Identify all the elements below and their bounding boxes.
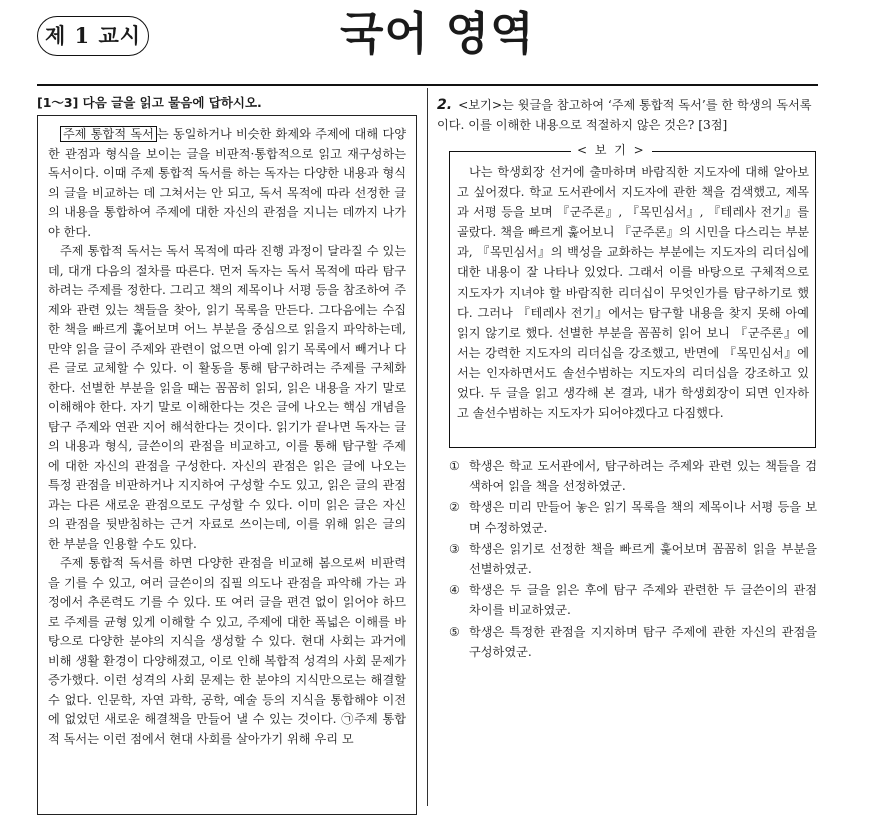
choice-text: 학생은 학교 도서관에서, 탐구하려는 주제와 관련 있는 책들을 검색하여 읽을 책을 선정하였군. [469,459,817,494]
header-rule [37,84,818,86]
choice-text: 학생은 두 글을 읽은 후에 탐구 주제와 관련한 두 글쓴이의 관점 차이를 비교하였군. [469,583,817,618]
passage-text [48,125,406,749]
answer-choice-4[interactable] [449,580,817,620]
answer-choices [449,456,817,663]
session-label: 제 1 교시 [37,16,149,56]
answer-choice-5[interactable] [449,622,817,662]
question-stem [437,95,817,135]
choice-text: 학생은 읽기로 선정한 책을 빠르게 훑어보며 꼼꼼히 읽을 부분을 선별하였군. [469,541,817,577]
choice-mark: ④ [449,583,460,598]
choice-mark: ③ [449,541,460,556]
question-number: 2. [437,97,453,113]
bogi-text: 나는 학생회장 선거에 출마하며 바람직한 지도자에 대해 알아보고 싶어졌다. 학교 도서관에서 지도자에 관한 책을 검색했고, 제목과 서평 등을 보며 『군주론』, 『목민심서』, 『테레사 전기』를 골랐다. 책을 빠르게 훑어보니 『군주론』의 시민을 다스리는 부분과, 『목민심서』의 백성을 교화하는 부분에는 지도자의 리더십에 대한 내용이 잘 나타나 있었다. 그래서 이를 바탕으로 구체적으로 지도자가 지녀야 할 바람직한 리더십이 무엇인가를 탐구하기로 했다. 그러나 『테레사 전기』에서는 탐구할 내용을 찾지 못해 아예 읽지 않기로 했다. 선별한 부분을 꼼꼼히 읽어 보니 『군주론』에서는 강력한 지도자의 리더십을 강조했고, 반면에 『목민심서』에서는 인자하면서도 솔선수범하는 지도자의 리더십을 강조하고 있었다. 두 글을 읽고 생각해 본 결과, 내가 학생회장이 되면 인자하고 솔선수범하는 지도자가 되어야겠다고 다짐했다. [457,165,809,421]
choice-mark: ⑤ [449,624,460,639]
answer-choice-1[interactable] [449,456,817,496]
question-instruction: [1～3] 다음 글을 읽고 물음에 답하시오. [37,95,262,110]
page-title: 국어 영역 [340,7,535,60]
question-stem-text: <보기>는 윗글을 참고하여 ‘주제 통합적 독서’를 한 학생의 독서록이다. 이를 이해한 내용으로 적절하지 않은 것은? [3점] [437,98,812,132]
answer-choice-3[interactable] [449,539,817,579]
choice-mark: ① [449,459,460,473]
column-divider [427,88,428,806]
choice-text: 학생은 미리 만들어 놓은 읽기 목록을 책의 제목이나 서평 등을 보며 수정하였군. [469,500,817,535]
passage-paragraph-1 [48,125,406,242]
answer-choice-2[interactable] [449,497,817,537]
choice-mark: ② [449,500,460,515]
passage-paragraph-2: 주제 통합적 독서는 독서 목적에 따라 진행 과정이 달라질 수 있는데, 대개 다음의 절차를 따른다. 먼저 독자는 독서 목적에 따라 탐구하려는 주제를 정한다. 그리고 책의 제목이나 서평 등을 참조하여 주제와 관련 있는 책들을 찾아, 읽기 목록을 만든다. 그다음에는 수집한 책을 빠르게 훑어보며 어느 부분을 중심으로 읽을지 파악하는데, 만약 읽을 글이 주제와 관련이 없으면 아예 읽기 목록에서 빼거나 다른 글로 교체할 수 있다. 이 활동을 통해 탐구하려는 주제를 구체화한다. 선별한 부분을 읽을 때는 꼼꼼히 읽되, 읽은 내용을 자기 말로 이해해야 한다. 자기 말로 이해한다는 것은 글에 나오는 핵심 개념을 탐구 주제와 연관 지어 해석한다는 것이다. 읽기가 끝나면 독자는 글의 내용과 형식, 글쓴이의 관점을 비교하고, 이를 통해 탐구할 주제에 대한 자신의 관점을 구성한다. 자신의 관점은 읽은 글에 나오는 특정 관점을 비판하거나 지지하여 구성할 수도 있고, 읽은 글의 관점과는 다른 새로운 관점으로도 구성할 수 있다. 이미 읽은 글은 자신의 관점을 뒷받침하는 근거 자료로 쓰이는데, 이를 위해 읽은 글의 한 부분을 인용할 수도 있다. [48,244,406,551]
passage-paragraph-1-text: 는 동일하거나 비슷한 화제와 주제에 대해 다양한 관점과 형식을 보이는 글을 비판적·통합적으로 읽고 재구성하는 독서이다. 이때 주제 통합적 독서를 하는 독자는 다양한 내용과 형식의 글을 비교하는 데 그쳐서는 안 되고, 독서 목적에 따라 선정한 글의 내용을 통합하여 주제에 대한 자신의 관점을 지니는 데까지 나가야 한다. [48,127,406,239]
choice-text: 학생은 특정한 관점을 지지하며 탐구 주제에 관한 자신의 관점을 구성하였군. [469,624,817,659]
passage-paragraph-3: 주제 통합적 독서를 하면 다양한 관점을 비교해 봄으로써 비판력을 기를 수 있고, 여러 글쓴이의 집필 의도나 관점을 파악해 가는 과정에서 추론력도 기를 수 있다. 또 여러 글을 편견 없이 읽어야 하므로 주제를 균형 있게 이해할 수 있고, 주제에 대한 폭넓은 이해를 바탕으로 다양한 분야의 지식을 생성할 수 있다. 현대 사회는 과거에 비해 생활 환경이 다양해졌고, 이로 인해 복합적 성격의 사회 문제가 증가했다. 이런 성격의 사회 문제는 한 분야의 지식만으로는 해결할 수 없다. 인문학, 자연 과학, 공학, 예술 등의 지식을 통합해야 이전에 없었던 새로운 해결책을 만들어 낼 수 있는 것이다. ㉠주제 통합적 독서는 이런 점에서 현대 사회를 살아가기 위해 우리 모 [48,556,406,746]
bogi-title: < 보 기 > [571,141,652,158]
key-term: 주제 통합적 독서 [60,126,157,142]
